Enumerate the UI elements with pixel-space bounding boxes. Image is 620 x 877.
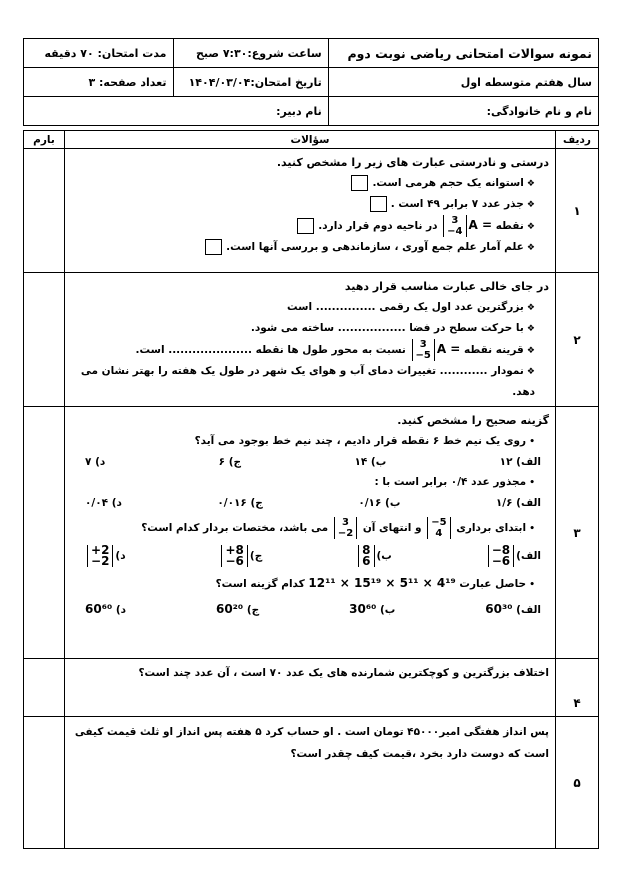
option-b[interactable]: ب)8 6 — [356, 545, 392, 567]
options-row — [71, 545, 549, 567]
question-title: در جای خالی عبارت مناسب قرار دهید — [344, 280, 549, 293]
fill-blank-item: ❖ با حرکت سطح در فضا ................. ساخته می شود. — [71, 318, 549, 339]
options-row — [71, 493, 549, 513]
question-number: ۱ — [556, 149, 599, 273]
statement-item: ❖ علم آمار علم جمع آوری ، سازماندهی و بررسی آنها است. — [71, 237, 549, 258]
option-d[interactable]: د) ۰/۰۴ — [85, 497, 122, 509]
answer-checkbox[interactable] — [205, 239, 222, 255]
col-row: ردیف — [556, 131, 599, 149]
teacher-name-field[interactable]: نام دبیر: — [24, 97, 329, 126]
fill-blank-item: ❖ نمودار ............ تغییرات دمای آب و هوای یک شهر در طول یک هفته را بهتر نشان می دهد. — [71, 361, 549, 402]
answer-checkbox[interactable] — [351, 175, 368, 191]
option-c[interactable]: ج)+8 −6 — [219, 545, 262, 567]
exam-title: نمونه سوالات امتحانی ریاضی نوبت دوم — [328, 39, 598, 68]
question-number: ۲ — [556, 273, 599, 407]
score-cell — [24, 407, 65, 659]
exam-duration: مدت امتحان: ۷۰ دقیقه — [24, 39, 174, 68]
question-row-3 — [24, 407, 599, 659]
option-c[interactable]: ج) ۰/۰۱۶ — [217, 497, 263, 509]
answer-checkbox[interactable] — [297, 218, 314, 234]
exam-header — [23, 38, 599, 126]
answer-checkbox[interactable] — [370, 196, 387, 212]
question-row-5 — [24, 717, 599, 849]
point-matrix: 3 −4 — [443, 215, 466, 237]
col-score: بارم — [24, 131, 65, 149]
question-body — [65, 407, 556, 659]
grade-level: سال هفتم متوسطه اول — [328, 68, 598, 97]
score-cell — [24, 717, 65, 849]
question-number: ۵ — [556, 717, 599, 849]
exam-sheet — [23, 38, 599, 849]
sub-question: • روی یک نیم خط ۶ نقطه قرار دادیم ، چند نیم خط بوجود می آید؟ — [71, 431, 549, 452]
sub-question: • ابتدای برداری −5 4 و انتهای آن 3 −2 می باشد، مختصات بردار کدام است؟ — [71, 517, 549, 539]
start-time: ساعت شروع:۷:۳۰ صبح — [173, 39, 328, 68]
fill-blank-item: ❖ قرینه نقطه A =3 −5 نسبت به محور طول ها نقطه ..................... است. — [71, 339, 549, 361]
question-body — [65, 273, 556, 407]
question-number: ۳ — [556, 407, 599, 659]
option-b[interactable]: ب) ۱۴ — [354, 456, 387, 468]
option-d[interactable]: د) ۷ — [85, 456, 106, 468]
question-row-2 — [24, 273, 599, 407]
option-a[interactable]: الف)−8 −6 — [486, 545, 541, 567]
option-d[interactable]: د) 60⁶⁰ — [85, 602, 127, 616]
power-expression: 12¹¹ × 15¹⁹ × 5¹¹ × 4¹⁹ — [308, 576, 456, 590]
option-a[interactable]: الف) ۱/۶ — [495, 497, 541, 509]
end-vector: 3 −2 — [334, 517, 357, 539]
options-row — [71, 452, 549, 472]
option-c[interactable]: ج) 60²⁰ — [215, 602, 260, 616]
options-row — [71, 599, 549, 620]
question-title: گزینه صحیح را مشخص کنید. — [397, 414, 549, 427]
page-count: تعداد صفحه: ۳ — [24, 68, 174, 97]
start-vector: −5 4 — [427, 517, 450, 539]
option-b[interactable]: ب) ۰/۱۶ — [358, 497, 401, 509]
question-title: درستی و نادرستی عبارت های زیر را مشخص کنید. — [276, 156, 549, 169]
score-cell — [24, 149, 65, 273]
statement-item: ❖ نقطه A =3 −4 در ناحیه دوم قرار دارد. — [71, 215, 549, 237]
point-matrix: 3 −5 — [412, 339, 435, 361]
question-body: پس انداز هفتگی امیر۴۵۰۰۰ تومان است . او حساب کرد ۵ هفته پس انداز او ثلث قیمت کیفی است که دوست دارد بخرد ،قیمت کیف چقدر است؟ — [65, 717, 556, 849]
question-row-1 — [24, 149, 599, 273]
sub-question: • مجذور عدد ۰/۴ برابر است با : — [71, 472, 549, 493]
option-a[interactable]: الف) ۱۲ — [499, 456, 541, 468]
question-body: اختلاف بزرگترین و کوچکترین شمارنده های یک عدد ۷۰ است ، آن عدد چند است؟ — [65, 659, 556, 717]
option-b[interactable]: ب) 30⁶⁰ — [349, 602, 396, 616]
score-cell — [24, 273, 65, 407]
sub-question: • حاصل عبارت 12¹¹ × 15¹⁹ × 5¹¹ × 4¹⁹ کدام گزینه است؟ — [71, 573, 549, 595]
option-d[interactable]: د)+2 −2 — [85, 545, 126, 567]
question-body — [65, 149, 556, 273]
question-number: ۴ — [556, 659, 599, 717]
statement-item: ❖ استوانه یک حجم هرمی است. — [71, 173, 549, 194]
student-name-field[interactable]: نام و نام خانوادگی: — [328, 97, 598, 126]
col-questions: سؤالات — [65, 131, 556, 149]
option-c[interactable]: ج) ۶ — [218, 456, 242, 468]
question-row-4 — [24, 659, 599, 717]
questions-table — [23, 130, 599, 849]
fill-blank-item: ❖ بزرگترین عدد اول یک رقمی ............... است — [71, 297, 549, 318]
score-cell — [24, 659, 65, 717]
statement-item: ❖ جذر عدد ۷ برابر ۴۹ است . — [71, 194, 549, 215]
option-a[interactable]: الف) 60³⁰ — [485, 602, 541, 616]
exam-date: تاریخ امتحان:۱۴۰۴/۰۳/۰۴ — [173, 68, 328, 97]
